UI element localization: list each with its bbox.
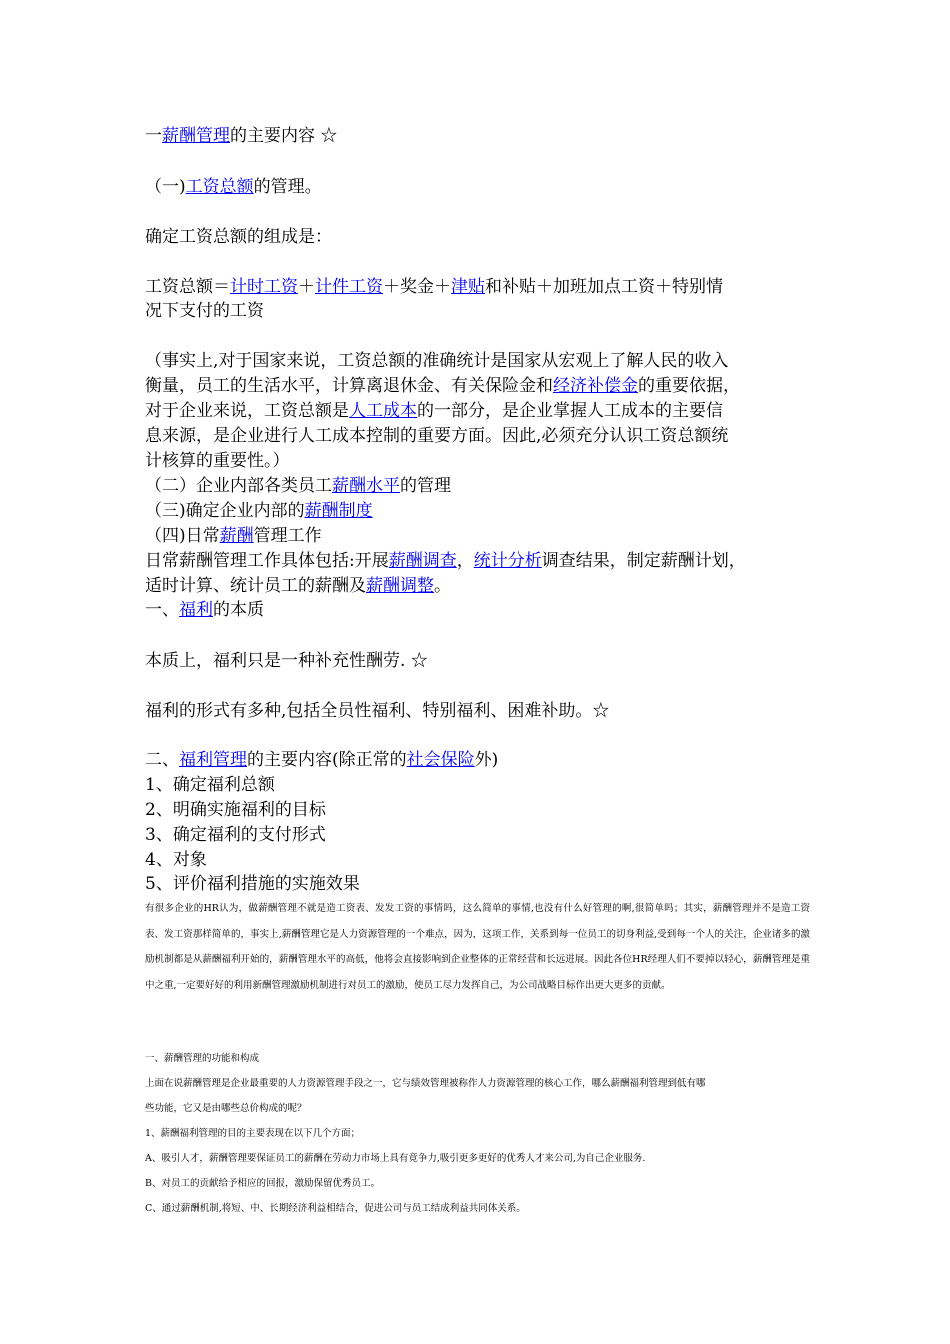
welfare-mgmt-title (145, 748, 815, 772)
list-item: 2、明确实施福利的目标 (145, 800, 326, 820)
link-salary-adjustment[interactable]: 薪酬调整 (366, 576, 434, 596)
link-time-wage[interactable]: 计时工资 (230, 277, 298, 297)
list-item: 1、确定福利总额 (145, 775, 275, 795)
text: 。 (434, 576, 451, 596)
text: 二、 (145, 750, 179, 770)
list-item: 3、确定福利的支付形式 (145, 825, 326, 845)
note-line-4: 息来源，是企业进行人工成本控制的重要方面。因此,必须充分认识工资总额统 (145, 426, 729, 446)
text: 的重要依据， (638, 376, 740, 396)
subsection-3 (145, 499, 815, 523)
note-line-3 (145, 399, 815, 423)
subsection-2 (145, 474, 815, 498)
link-welfare-management[interactable]: 福利管理 (179, 750, 247, 770)
text: 衡量，员工的生活水平，计算离退休金、有关保险金和 (145, 376, 553, 396)
text: 和补贴＋加班加点工资＋特别情 (485, 277, 723, 297)
sec3-point-c: C、通过薪酬机制,将短、中、长期经济利益相结合，促进公司与员工结成利益共同体关系。 (145, 1203, 526, 1214)
text: （三)确定企业内部的 (145, 501, 305, 521)
section-title-salary (145, 124, 815, 148)
text: 的本质 (213, 600, 264, 620)
link-piece-wage[interactable]: 计件工资 (315, 277, 383, 297)
text: 工资总额＝ (145, 277, 230, 297)
text: 外) (474, 750, 499, 770)
welfare-forms: 福利的形式有多种,包括全员性福利、特别福利、困难补助。☆ (145, 701, 610, 721)
link-salary[interactable]: 薪酬 (219, 526, 254, 546)
text: 的管理。 (253, 177, 322, 197)
subsection-4 (145, 524, 815, 548)
link-total-wages[interactable]: 工资总额 (185, 177, 254, 197)
text: 管理工作 (253, 526, 322, 546)
text: ＋奖金＋ (383, 277, 451, 297)
section-title-welfare (145, 598, 815, 622)
link-salary-system[interactable]: 薪酬制度 (304, 501, 373, 521)
sec3-point-a: A、吸引人才，薪酬管理要保证员工的薪酬在劳动力市场上具有竟争力,吸引更多更好的优秀人才来公司,为自己企业服务. (145, 1153, 646, 1164)
link-welfare[interactable]: 福利 (179, 600, 213, 620)
note-line-1: （事实上,对于国家来说，工资总额的准确统计是国家从宏观上了解人民的收入 (145, 351, 729, 371)
link-salary-survey[interactable]: 薪酬调查 (388, 551, 457, 571)
link-statistical-analysis[interactable]: 统计分析 (473, 551, 542, 571)
text: ， (456, 551, 474, 571)
text: ＋ (298, 277, 315, 297)
link-labor-cost[interactable]: 人工成本 (349, 401, 417, 421)
link-compensation[interactable]: 经济补偿金 (553, 376, 638, 396)
note-line-5: 计核算的重要性。） (145, 451, 290, 471)
text: 一、 (145, 600, 179, 620)
link-salary-level[interactable]: 薪酬水平 (332, 476, 400, 496)
subsection-1 (145, 175, 815, 199)
daily-line-1 (145, 549, 815, 573)
link-social-insurance[interactable]: 社会保险 (406, 750, 475, 770)
sec3-heading: 一、薪酬管理的功能和构成 (145, 1053, 260, 1064)
text: （四)日常 (145, 526, 220, 546)
formula-line-1 (145, 275, 815, 299)
text: （一) (145, 177, 186, 197)
sec3-point-b: B、对员工的贡献给予相应的回报，激励保留优秀员工。 (145, 1178, 380, 1189)
text: 适时计算、统计员工的薪酬及 (145, 576, 366, 596)
text: 的主要内容(除正常的 (247, 750, 407, 770)
confirm-line: 确定工资总额的组成是： (145, 227, 332, 247)
daily-line-2 (145, 574, 815, 598)
link-allowance[interactable]: 津贴 (451, 277, 485, 297)
text: （二）企业内部各类员工 (145, 476, 332, 496)
note-line-2 (145, 374, 815, 398)
formula-line-2: 况下支付的工资 (145, 301, 264, 321)
text: 调查结果，制定薪酬计划， (541, 551, 746, 571)
text: 日常薪酬管理工作具体包括:开展 (145, 551, 389, 571)
text: 的管理 (400, 476, 451, 496)
list-item: 4、对象 (145, 850, 207, 870)
sec3-intro-2: 些功能，它又是由哪些总价构成的呢？ (145, 1103, 307, 1114)
link-salary-management[interactable]: 薪酬管理 (162, 126, 230, 146)
sec3-intro-1: 上面在说薪酬管理是企业最重要的人力资源管理手段之一，它与绩效管理被称作人力资源管理的核心工作，哪么薪酬福利管理到低有哪 (145, 1078, 706, 1089)
text: 的主要内容 ☆ (230, 126, 338, 146)
welfare-essence: 本质上，福利只是一种补充性酬劳. ☆ (145, 651, 428, 671)
hr-paragraph: 有很多企业的HR认为，做薪酬管理不就是造工资表、发发工资的事情吗，这么简单的事情,也没有什么好管理的啊,很简单吗；其实，薪酬管理并不是造工资表、发工资那样简单的，事实上,薪酬管理它是人力资源管理的一个难点，因为，这项工作，关系到每一位员工的切身利益,受到每一个人的关注，企业诸多的激励机制都是从薪酬福利开始的，薪酬管理水平的高低，他将会直接影响到企业整体的正常经营和长远进展。因此各位HR经理人们不要掉以轻心，薪酬管理是重中之重,一定要好好的利用新酬管理激励机制进行对员工的激励，使员工尽力发挥自己，为公司战略目标作出更大更多的贡献。 (145, 903, 810, 991)
text: 对于企业来说，工资总额是 (145, 401, 349, 421)
sec3-point-1: 1、薪酬福利管理的目的主要表现在以下几个方面； (145, 1128, 361, 1139)
text: 一 (145, 126, 162, 146)
text: 的一部分，是企业掌握人工成本的主要信 (417, 401, 723, 421)
list-item: 5、评价福利措施的实施效果 (145, 874, 360, 894)
